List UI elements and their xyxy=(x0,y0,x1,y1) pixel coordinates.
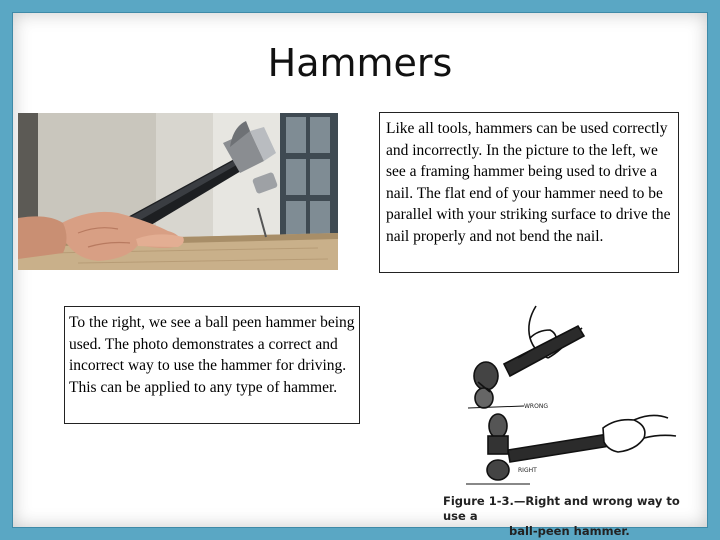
ball-peen-hammer-illustration xyxy=(438,300,700,525)
framing-hammer-photo xyxy=(18,113,338,270)
slide-title: Hammers xyxy=(267,41,453,85)
figure-label-wrong: WRONG xyxy=(524,403,548,410)
text-box-ball-peen: To the right, we see a ball peen hammer being used. The photo demonstrates a correct and incorrect way to use the hammer for driving. This can be applied to any type of hammer. xyxy=(64,306,360,424)
figure-label-right: RIGHT xyxy=(518,467,537,474)
figure-caption xyxy=(443,494,705,539)
figure-caption-line1: Figure 1-3.—Right and wrong way to use a xyxy=(443,494,680,523)
figure-caption-line2: ball-peen hammer. xyxy=(509,524,630,538)
text-box-framing-hammer: Like all tools, hammers can be used correctly and incorrectly. In the picture to the left, we see a framing hammer being used to drive a nail. The flat end of your hammer need to be parallel with your striking surface to drive the nail properly and not bend the nail. xyxy=(379,112,679,273)
